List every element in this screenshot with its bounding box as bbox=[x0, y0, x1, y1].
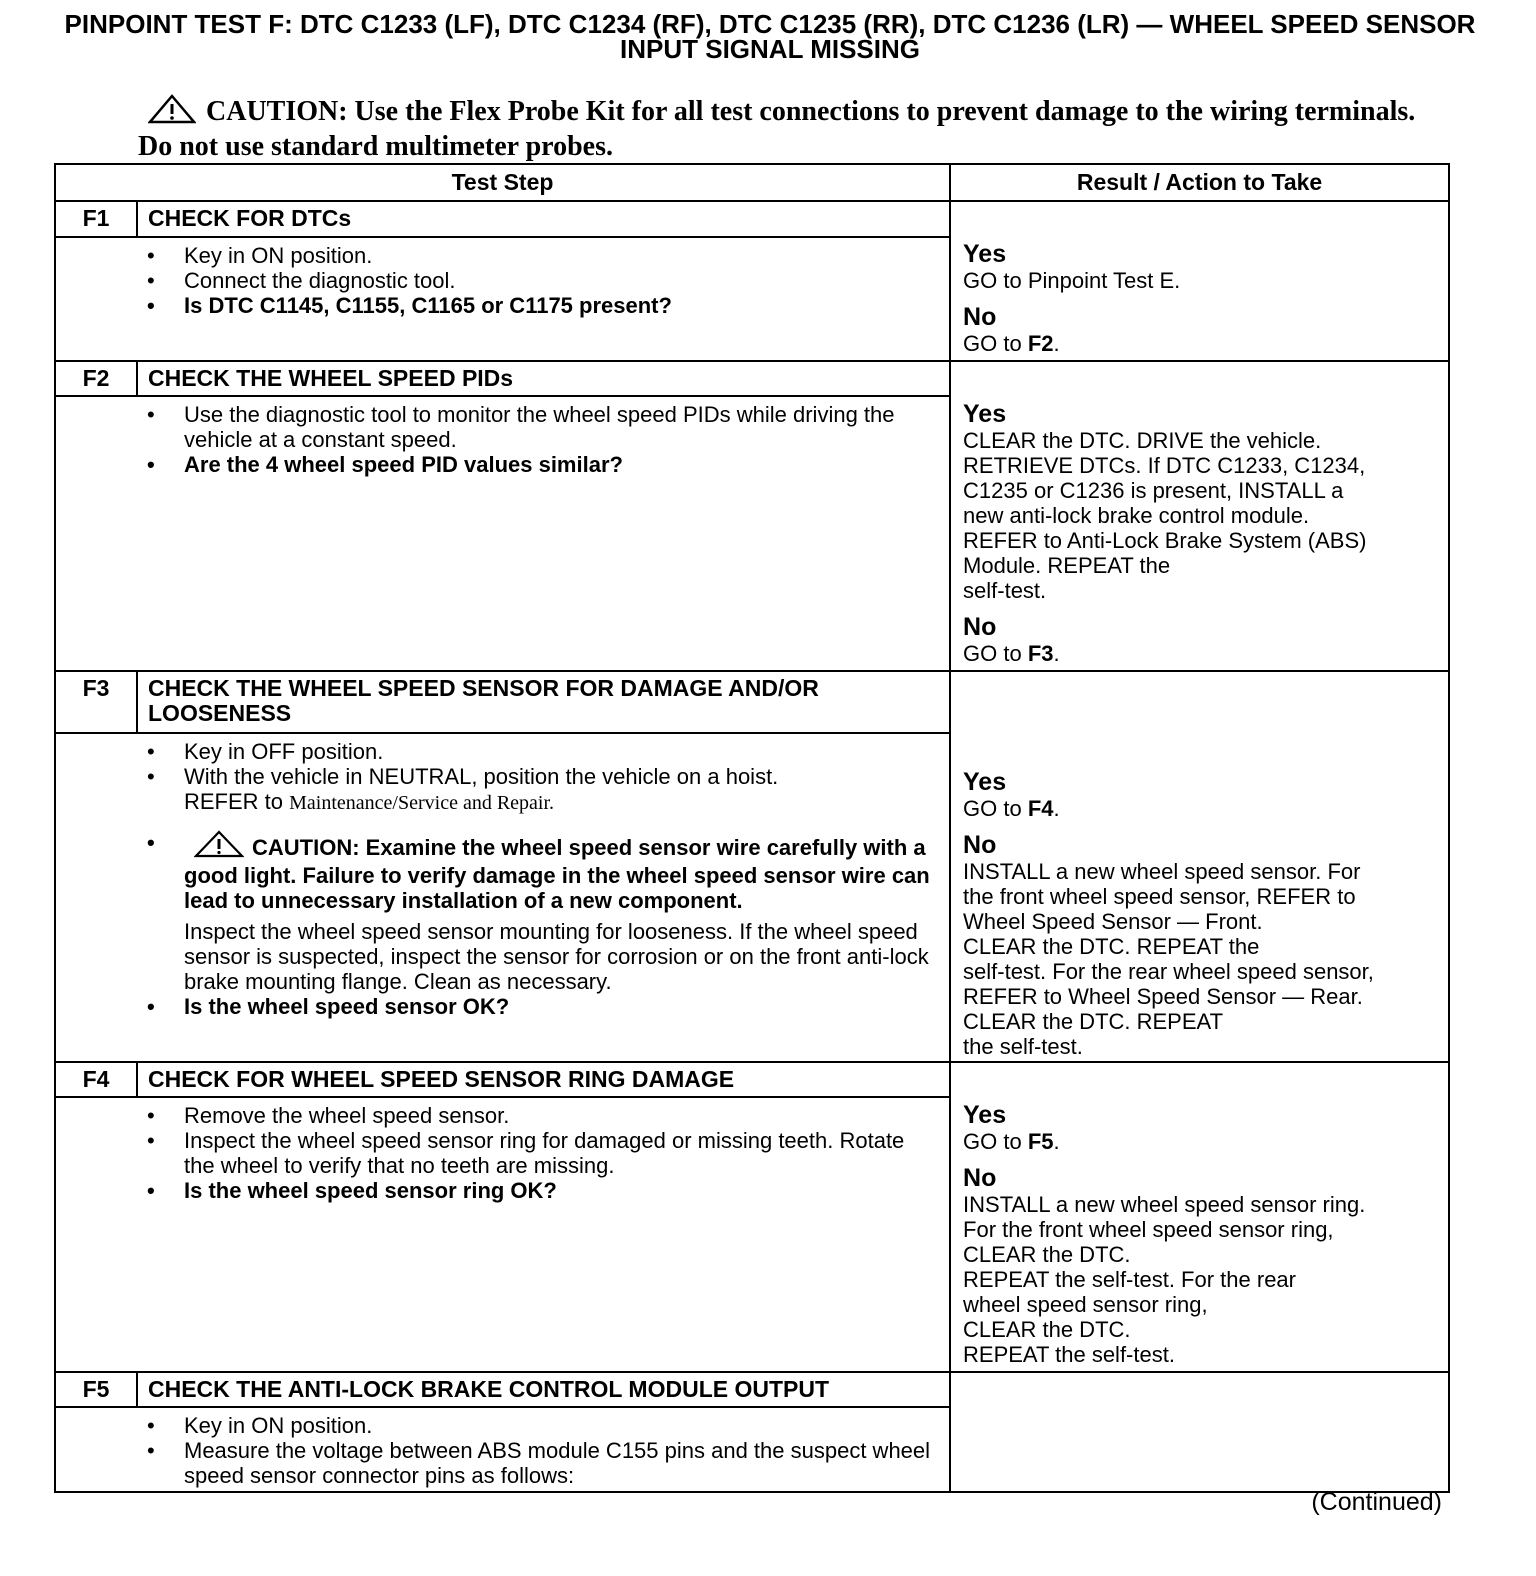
step-body bbox=[137, 396, 950, 671]
yes-text: GO to F4. bbox=[963, 796, 1060, 821]
step-question: • Is DTC C1145, C1155, C1165 or C1175 present? bbox=[147, 293, 939, 318]
step-f3-result bbox=[950, 671, 1449, 1062]
list-item: • Inspect the wheel speed sensor ring for damaged or missing teeth. Rotate the wheel to verify that no teeth are missing. bbox=[147, 1128, 939, 1178]
warning-triangle-icon bbox=[194, 830, 244, 863]
step-id: F1 bbox=[55, 201, 137, 237]
step-f3-header bbox=[55, 671, 1449, 733]
step-f2-result bbox=[950, 361, 1449, 671]
step-heading: CHECK FOR WHEEL SPEED SENSOR RING DAMAGE bbox=[137, 1062, 950, 1097]
yes-line: Module. REPEAT the bbox=[963, 553, 1171, 578]
step-ref: F5 bbox=[1027, 1129, 1054, 1154]
step-body bbox=[137, 733, 950, 1062]
step-body bbox=[137, 237, 950, 361]
list-item: • Connect the diagnostic tool. bbox=[147, 268, 939, 293]
no-label: No bbox=[963, 613, 997, 641]
inspect-text: Inspect the wheel speed sensor mounting for looseness. If the wheel speed sensor is suspected, inspect the sensor for corrosion or on the front anti-lock brake mounting flange. Clean as necessary. bbox=[184, 919, 929, 994]
no-line: REFER to Wheel Speed Sensor — Rear. bbox=[963, 984, 1363, 1009]
caution-text: CAUTION: Use the Flex Probe Kit for all test connections to prevent damage to the wiring terminals. Do not use standard multimeter probes. bbox=[138, 96, 1416, 162]
yes-label: Yes bbox=[963, 1101, 1007, 1129]
no-line: REPEAT the self-test. bbox=[963, 1342, 1175, 1367]
no-text: GO to F2. bbox=[963, 331, 1060, 356]
step-body bbox=[137, 1097, 950, 1372]
step-heading: CHECK THE WHEEL SPEED SENSOR FOR DAMAGE AND/OR LOOSENESS bbox=[137, 671, 950, 733]
step-question: • Is the wheel speed sensor ring OK? bbox=[147, 1178, 939, 1203]
maintenance-ref: Maintenance/Service and Repair. bbox=[289, 792, 555, 814]
list-item: • Use the diagnostic tool to monitor the wheel speed PIDs while driving the vehicle at a constant speed. bbox=[147, 402, 939, 452]
yes-text: GO to F5. bbox=[963, 1129, 1060, 1154]
continued-label: (Continued) bbox=[1311, 1488, 1442, 1516]
caution-text: CAUTION: Examine the wheel speed sensor wire carefully with a good light. Failure to verify damage in the wheel speed sensor wire can lead to unnecessary installation of a new component. bbox=[184, 835, 930, 913]
no-label: No bbox=[963, 1164, 997, 1192]
step-f1-result bbox=[950, 201, 1449, 361]
pinpoint-test-table bbox=[54, 163, 1450, 1493]
yes-text: GO to Pinpoint Test E. bbox=[963, 268, 1181, 293]
step-f5-header bbox=[55, 1372, 1449, 1407]
step-f2-header bbox=[55, 361, 1449, 396]
step-id: F2 bbox=[55, 361, 137, 396]
caution-note bbox=[138, 94, 1438, 162]
yes-line: new anti-lock brake control module. bbox=[963, 503, 1310, 528]
page-title: PINPOINT TEST F: DTC C1233 (LF), DTC C1234 (RF), DTC C1235 (RR), DTC C1236 (LR) — WHEEL SPEED SENSOR INPUT SIGNAL MISSING bbox=[64, 9, 1476, 64]
step-f5-result bbox=[950, 1372, 1449, 1492]
yes-line: self-test. bbox=[963, 578, 1047, 603]
yes-line: CLEAR the DTC. DRIVE the vehicle. bbox=[963, 428, 1322, 453]
step-id: F4 bbox=[55, 1062, 137, 1097]
table-header-row bbox=[55, 164, 1449, 201]
no-text: GO to F3. bbox=[963, 641, 1060, 666]
no-line: Wheel Speed Sensor — Front. bbox=[963, 909, 1263, 934]
step-id: F5 bbox=[55, 1372, 137, 1407]
step-body bbox=[137, 1407, 950, 1492]
list-item: • Remove the wheel speed sensor. bbox=[147, 1103, 939, 1128]
no-line: INSTALL a new wheel speed sensor ring. bbox=[963, 1192, 1366, 1217]
list-item: • Key in ON position. bbox=[147, 1413, 939, 1438]
no-line: CLEAR the DTC. REPEAT the bbox=[963, 934, 1260, 959]
no-line: For the front wheel speed sensor ring, bbox=[963, 1217, 1334, 1242]
no-line: wheel speed sensor ring, bbox=[963, 1292, 1208, 1317]
yes-line: REFER to Anti-Lock Brake System (ABS) bbox=[963, 528, 1367, 553]
caution-item bbox=[147, 830, 939, 913]
no-label: No bbox=[963, 831, 997, 859]
list-item: • Key in ON position. bbox=[147, 243, 939, 268]
no-line: self-test. For the rear wheel speed sensor, bbox=[963, 959, 1374, 984]
no-line: the front wheel speed sensor, REFER to bbox=[963, 884, 1356, 909]
step-heading: CHECK THE ANTI-LOCK BRAKE CONTROL MODULE OUTPUT bbox=[137, 1372, 950, 1407]
yes-label: Yes bbox=[963, 240, 1007, 268]
no-line: CLEAR the DTC. bbox=[963, 1242, 1131, 1267]
step-ref: F3 bbox=[1027, 641, 1054, 666]
no-line: REPEAT the self-test. For the rear bbox=[963, 1267, 1296, 1292]
yes-label: Yes bbox=[963, 768, 1007, 796]
step-f1-header bbox=[55, 201, 1449, 237]
list-item: • With the vehicle in NEUTRAL, position the vehicle on a hoist. REFER to Maintenance/Service and Repair. bbox=[147, 764, 939, 816]
no-line: CLEAR the DTC. bbox=[963, 1317, 1131, 1342]
no-line: INSTALL a new wheel speed sensor. For bbox=[963, 859, 1361, 884]
list-item: • Key in OFF position. bbox=[147, 739, 939, 764]
step-f4-result bbox=[950, 1062, 1449, 1372]
step-f4-header bbox=[55, 1062, 1449, 1097]
step-id: F3 bbox=[55, 671, 137, 733]
step-heading: CHECK THE WHEEL SPEED PIDs bbox=[137, 361, 950, 396]
step-heading: CHECK FOR DTCs bbox=[137, 201, 950, 237]
step-ref: F2 bbox=[1027, 331, 1054, 356]
yes-line: RETRIEVE DTCs. If DTC C1233, C1234, bbox=[963, 453, 1366, 478]
step-ref: F4 bbox=[1027, 796, 1054, 821]
no-line: CLEAR the DTC. REPEAT bbox=[963, 1009, 1224, 1034]
no-line: the self-test. bbox=[963, 1034, 1083, 1059]
step-question: • Are the 4 wheel speed PID values similar? bbox=[147, 452, 939, 477]
col-test-step: Test Step bbox=[55, 164, 950, 201]
yes-line: C1235 or C1236 is present, INSTALL a bbox=[963, 478, 1344, 503]
yes-label: Yes bbox=[963, 400, 1007, 428]
step-question: • Is the wheel speed sensor OK? bbox=[147, 994, 939, 1019]
list-item: • Measure the voltage between ABS module C155 pins and the suspect wheel speed sensor connector pins as follows: bbox=[147, 1438, 939, 1488]
col-result: Result / Action to Take bbox=[950, 164, 1449, 201]
warning-triangle-icon bbox=[148, 94, 196, 131]
no-label: No bbox=[963, 303, 997, 331]
